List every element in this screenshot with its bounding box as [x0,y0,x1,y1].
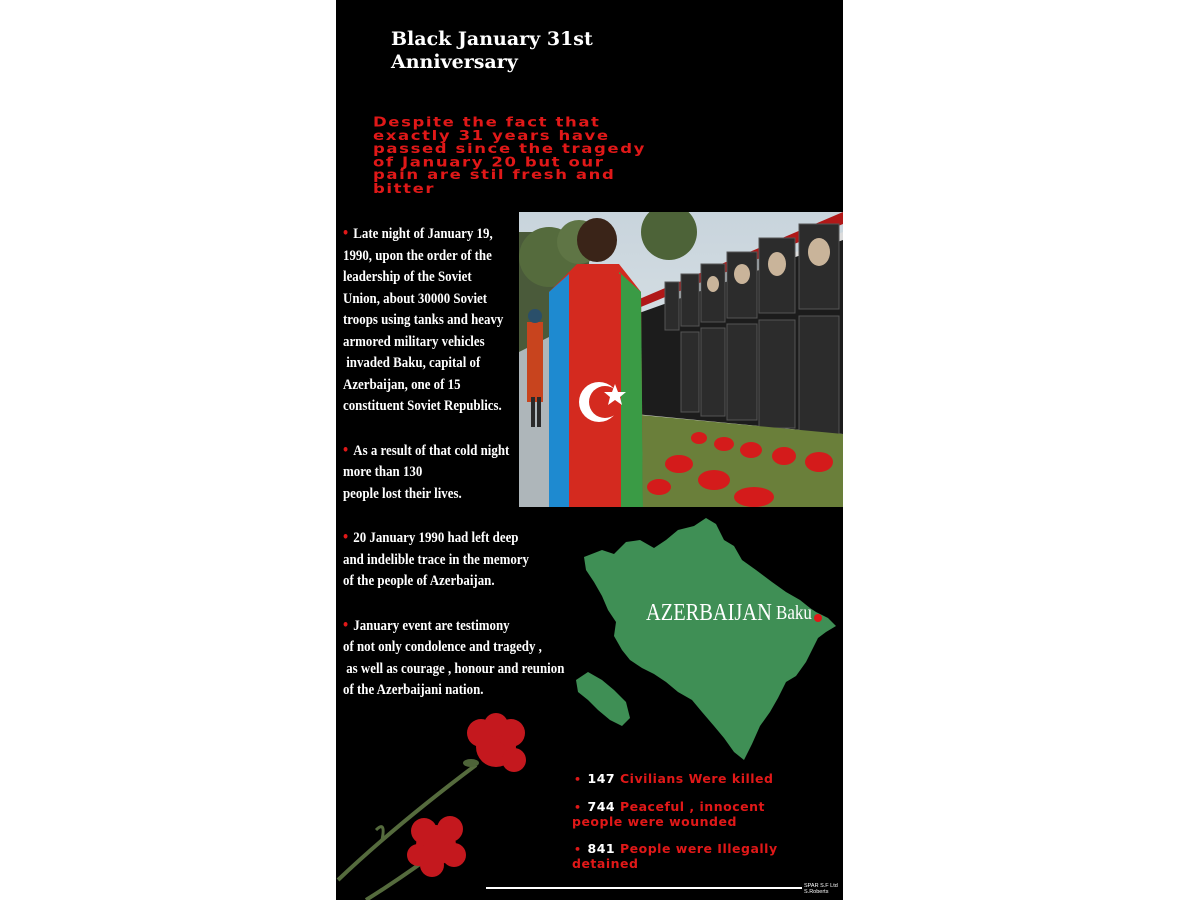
bullet-line: 20 January 1990 had left deep [353,530,519,546]
credit [804,883,838,895]
lead-line: passed since the tragedy [373,140,646,156]
bullet-line: of not only condolence and tragedy , [343,639,542,655]
bullet-line: Azerbaijan, one of 15 [343,376,461,393]
lead-statement [373,116,823,195]
bullet-item [343,614,565,702]
stat-number: 841 [587,841,616,856]
credit-line: S.Roberts [804,889,829,895]
title-line-1: Black January 31st [391,28,593,50]
title-line-2: Anniversary [391,51,518,73]
footer-divider [486,887,802,889]
bullet-item [343,222,541,418]
bullet-line: invaded Baku, capital of [343,355,481,371]
bullet-line: Late night of January 19, [353,226,493,242]
bullet-line: more than 130 [343,464,423,480]
bullet-line: and indelible trace in the memory [343,551,529,568]
stat-text: Peaceful , innocent [619,799,765,814]
lead-line: pain are stil fresh and [373,167,616,183]
bullet-line: troops using tanks and heavy [343,312,504,328]
bullet-line: constituent Soviet Republics. [343,398,502,414]
bullet-item [343,439,541,506]
bullet-dot-icon: • [343,527,349,546]
credit-line: SPAR S.F Ltd [804,883,838,889]
nakhchivan-shape [576,672,630,726]
stat-item [572,842,840,871]
bullet-line: Union, about 30000 Soviet [343,290,488,307]
bullet-line: January event are testimony [353,617,510,634]
baku-marker-icon [814,614,822,622]
bullet-line: As a result of that cold night [353,442,510,459]
map-city-label: Baku [776,602,812,624]
bullet-dot-icon: • [574,773,582,786]
stat-item [572,800,840,829]
bullet-line: people lost their lives. [343,485,462,502]
bullet-line: as well as courage , honour and reunion [343,660,565,677]
stat-number: 744 [587,799,616,814]
bullet-dot-icon: • [574,843,582,856]
bullet-line: armored military vehicles [343,333,485,350]
bullet-dot-icon: • [343,439,349,459]
stat-text: people were wounded [572,814,737,829]
map-country-label: AZERBAIJAN [646,600,772,626]
bullet-line: leadership of the Soviet [343,269,472,285]
bullet-dot-icon: • [343,223,349,242]
stat-text: Civilians Were killed [619,771,774,786]
casualty-stats [572,772,840,884]
lead-line: of January 20 but our [373,154,605,170]
poster-title [391,28,691,74]
bullet-dot-icon: • [343,614,349,634]
bullet-dot-icon: • [574,801,582,814]
lead-line: Despite the fact that [373,114,601,130]
stat-text: detained [572,856,639,871]
bullet-line: of the people of Azerbaijan. [343,573,495,589]
bullet-line: 1990, upon the order of the [343,247,492,264]
carnation-icon [336,705,536,900]
stat-number: 147 [587,771,616,786]
bullet-list [343,222,565,702]
lead-line: bitter [373,180,436,196]
bullet-line: of the Azerbaijani nation. [343,682,484,698]
lead-line: exactly 31 years have [373,127,610,143]
bullet-item [343,526,541,593]
memorial-photo [519,212,843,507]
stat-text: People were Illegally [619,841,778,856]
stat-item [572,772,840,787]
poster [336,0,843,900]
azerbaijan-map [574,512,842,767]
